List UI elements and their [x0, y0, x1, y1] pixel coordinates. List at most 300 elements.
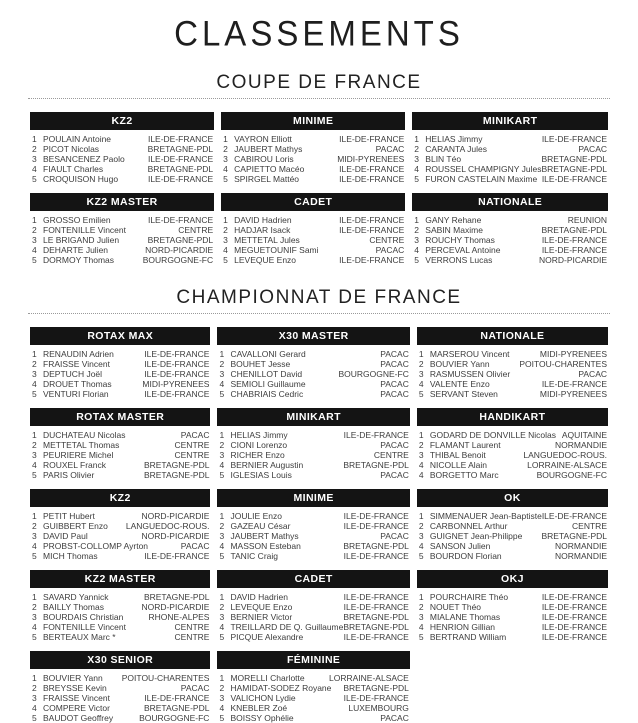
driver-name: BREYSSE Kevin [43, 683, 107, 693]
driver-name: THIBAL Benoit [429, 450, 486, 460]
driver-region: NORD-PICARDIE [145, 245, 214, 255]
rank-number: 5 [418, 632, 424, 642]
driver-name: DAVID Hadrien [234, 215, 292, 225]
table-row [217, 349, 409, 359]
rank-number: 2 [418, 359, 424, 369]
driver-region: AQUITAINE [561, 430, 607, 440]
dotted-divider [28, 313, 610, 314]
rank-number: 3 [219, 612, 225, 622]
category-header: OK [417, 489, 608, 507]
table-row [30, 450, 210, 460]
table-row [30, 592, 210, 602]
rank-number: 2 [414, 144, 420, 154]
driver-region: ILE-DE-FRANCE [343, 592, 409, 602]
table-row [30, 440, 210, 450]
driver-region: BOURGOGNE-FC [139, 713, 210, 723]
rank-number: 1 [223, 215, 228, 225]
driver-name: GUIBBERT Enzo [43, 521, 108, 531]
rank-number: 3 [32, 531, 37, 541]
driver-name: RENAUDIN Adrien [43, 349, 114, 359]
driver-region: ILE-DE-FRANCE [343, 430, 409, 440]
rank-number: 4 [414, 245, 420, 255]
table-row [217, 470, 409, 480]
rank-number: 1 [418, 430, 424, 440]
driver-region: CENTRE [174, 632, 210, 642]
table-row [217, 673, 409, 683]
rank-number: 3 [223, 235, 228, 245]
driver-region: POITOU-CHARENTES [519, 359, 607, 369]
ranking-table [221, 193, 405, 265]
driver-region: ILE-DE-FRANCE [144, 349, 210, 359]
driver-region: NORMANDIE [555, 541, 607, 551]
driver-region: BOURGOGNE-FC [142, 255, 214, 265]
category-header: KZ2 MASTER [30, 570, 210, 588]
table-row [30, 154, 214, 164]
driver-name: GODARD DE DONVILLE Nicolas [429, 430, 556, 440]
table-body [30, 511, 210, 561]
rank-number: 1 [32, 673, 37, 683]
driver-name: HELIAS Jimmy [230, 430, 288, 440]
rank-number: 2 [223, 144, 228, 154]
driver-name: VERRONS Lucas [425, 255, 493, 265]
table-row [217, 612, 409, 622]
table-row [30, 215, 214, 225]
table-row [417, 430, 608, 440]
driver-name: RICHER Enzo [230, 450, 285, 460]
section-coupe-de-france [0, 72, 638, 265]
table-row [30, 521, 210, 531]
driver-region: ILE-DE-FRANCE [339, 255, 405, 265]
rank-number: 3 [32, 369, 37, 379]
driver-region: ILE-DE-FRANCE [343, 521, 409, 531]
rank-number: 2 [32, 359, 37, 369]
table-row [417, 359, 608, 369]
table-row [221, 174, 405, 184]
ranking-table [217, 408, 409, 480]
driver-region: PACAC [578, 144, 607, 154]
rank-number: 5 [32, 389, 37, 399]
driver-name: SABIN Maxime [425, 225, 483, 235]
rank-number: 3 [32, 450, 37, 460]
category-header: MINIME [217, 489, 409, 507]
table-row [30, 622, 210, 632]
table-body [30, 430, 210, 480]
driver-name: ROUCHY Thomas [425, 235, 495, 245]
rank-number: 4 [32, 622, 37, 632]
rank-number: 1 [32, 134, 37, 144]
driver-region: PACAC [380, 713, 409, 723]
table-row [30, 612, 210, 622]
driver-region: ILE-DE-FRANCE [343, 602, 409, 612]
driver-region: BRETAGNE-PDL [147, 164, 214, 174]
table-body [221, 215, 405, 265]
driver-region: BRETAGNE-PDL [143, 592, 210, 602]
driver-name: DAVID Paul [43, 531, 88, 541]
rank-number: 5 [219, 389, 225, 399]
driver-region: CENTRE [369, 235, 405, 245]
driver-name: GANY Rehane [425, 215, 482, 225]
driver-name: FRAISSE Vincent [43, 693, 110, 703]
table-row [217, 602, 409, 612]
rank-number: 3 [32, 235, 37, 245]
rank-number: 3 [418, 612, 424, 622]
driver-name: RASMUSSEN Olivier [429, 369, 511, 379]
rank-number: 5 [32, 255, 37, 265]
driver-name: NICOLLE Alain [429, 460, 488, 470]
driver-region: PACAC [380, 440, 409, 450]
table-row [217, 703, 409, 713]
driver-name: DUCHATEAU Nicolas [43, 430, 126, 440]
table-row [30, 164, 214, 174]
driver-name: POURCHAIRE Théo [429, 592, 509, 602]
driver-name: FRAISSE Vincent [43, 359, 110, 369]
category-header: KZ2 [30, 489, 210, 507]
ranking-table [217, 570, 409, 642]
driver-name: METTETAL Thomas [43, 440, 120, 450]
driver-region: ILE-DE-FRANCE [144, 369, 210, 379]
driver-name: DEHARTE Julien [43, 245, 109, 255]
driver-name: PETIT Hubert [43, 511, 95, 521]
driver-region: ILE-DE-FRANCE [343, 632, 409, 642]
driver-region: ILE-DE-FRANCE [147, 134, 214, 144]
rank-number: 5 [219, 551, 225, 561]
driver-region: PACAC [380, 470, 409, 480]
driver-name: BOUHET Jesse [230, 359, 291, 369]
driver-region: ILE-DE-FRANCE [541, 174, 607, 184]
driver-region: NORD-PICARDIE [141, 602, 210, 612]
driver-name: POULAIN Antoine [43, 134, 112, 144]
category-header: X30 MASTER [217, 327, 409, 345]
driver-name: CARANTA Jules [425, 144, 488, 154]
table-row [417, 541, 608, 551]
rank-number: 3 [32, 612, 37, 622]
ranking-table [217, 651, 409, 723]
driver-region: ILE-DE-FRANCE [541, 632, 607, 642]
rank-number: 5 [418, 389, 424, 399]
rank-number: 5 [219, 632, 225, 642]
table-row [217, 430, 409, 440]
driver-name: MORELLI Charlotte [230, 673, 305, 683]
table-row [417, 521, 608, 531]
driver-name: BERTRAND William [429, 632, 507, 642]
driver-region: PACAC [380, 389, 409, 399]
section-title: CHAMPIONNAT DE FRANCE [176, 287, 462, 308]
driver-region: BOURGOGNE-FC [536, 470, 607, 480]
table-row [221, 225, 405, 235]
driver-name: MARSEROU Vincent [429, 349, 510, 359]
category-header: CADET [217, 570, 409, 588]
driver-name: SEMIOLI Guillaume [230, 379, 306, 389]
driver-name: GROSSO Emilien [43, 215, 111, 225]
table-row [417, 379, 608, 389]
table-row [417, 389, 608, 399]
rank-number: 2 [32, 440, 37, 450]
rank-number: 5 [32, 174, 37, 184]
table-row [417, 440, 608, 450]
driver-name: BERTEAUX Marc * [43, 632, 116, 642]
category-header: CADET [221, 193, 405, 211]
driver-name: HAMIDAT-SODEZ Royane [230, 683, 332, 693]
driver-name: SAVARD Yannick [43, 592, 109, 602]
ranking-table [30, 489, 210, 561]
table-row [417, 592, 608, 602]
driver-region: ILE-DE-FRANCE [147, 154, 214, 164]
driver-name: LEVEQUE Enzo [234, 255, 297, 265]
rank-number: 4 [219, 379, 225, 389]
rank-number: 4 [418, 379, 424, 389]
table-row [30, 602, 210, 612]
rank-number: 1 [32, 511, 37, 521]
rank-number: 4 [219, 622, 225, 632]
driver-region: CENTRE [373, 450, 409, 460]
rank-number: 4 [32, 703, 37, 713]
driver-region: BRETAGNE-PDL [541, 225, 607, 235]
driver-name: BOISSY Ophélie [230, 713, 294, 723]
ranking-table [30, 651, 210, 723]
driver-name: ROUXEL Franck [43, 460, 106, 470]
ranking-table [417, 327, 608, 399]
rank-number: 5 [223, 174, 228, 184]
table-row [30, 632, 210, 642]
driver-region: BRETAGNE-PDL [143, 470, 210, 480]
driver-region: PACAC [180, 683, 210, 693]
driver-region: ILE-DE-FRANCE [339, 174, 405, 184]
table-row [412, 144, 608, 154]
driver-region: LORRAINE-ALSACE [527, 460, 607, 470]
table-row [217, 379, 409, 389]
rank-number: 2 [418, 440, 424, 450]
driver-name: VENTURI Florian [43, 389, 109, 399]
driver-name: PARIS Olivier [43, 470, 95, 480]
category-header: HANDIKART [417, 408, 608, 426]
driver-region: ILE-DE-FRANCE [541, 134, 607, 144]
driver-name: DAVID Hadrien [230, 592, 288, 602]
table-row [217, 592, 409, 602]
rank-number: 4 [32, 245, 37, 255]
ranking-table [217, 489, 409, 561]
driver-region: PACAC [380, 349, 409, 359]
table-row [417, 602, 608, 612]
driver-name: GUIGNET Jean-Philippe [429, 531, 523, 541]
driver-region: ILE-DE-FRANCE [147, 215, 214, 225]
driver-region: BRETAGNE-PDL [343, 683, 409, 693]
category-header: NATIONALE [417, 327, 608, 345]
ranking-table [412, 112, 608, 184]
driver-region: PACAC [578, 369, 607, 379]
table-body [412, 215, 608, 265]
driver-name: BLIN Téo [425, 154, 462, 164]
table-row [30, 349, 210, 359]
rank-number: 3 [418, 369, 424, 379]
rank-number: 2 [219, 602, 225, 612]
table-row [217, 521, 409, 531]
driver-region: MIDI-PYRENEES [539, 349, 607, 359]
driver-name: JOULIE Enzo [230, 511, 282, 521]
ranking-table [30, 327, 210, 399]
driver-region: CENTRE [572, 521, 607, 531]
table-body [30, 673, 210, 723]
driver-region: PACAC [380, 531, 409, 541]
table-row [217, 551, 409, 561]
driver-region: PACAC [380, 359, 409, 369]
driver-region: BOURGOGNE-FC [338, 369, 409, 379]
driver-name: PEURIERE Michel [43, 450, 114, 460]
rank-number: 1 [414, 134, 420, 144]
rank-number: 4 [414, 164, 420, 174]
rank-number: 3 [219, 369, 225, 379]
driver-name: PICOT Nicolas [43, 144, 100, 154]
table-body [30, 215, 214, 265]
driver-region: PACAC [180, 430, 210, 440]
rank-number: 3 [32, 693, 37, 703]
driver-name: BOUVIER Yann [43, 673, 103, 683]
category-header: OKJ [417, 570, 608, 588]
driver-name: CABIROU Loris [234, 154, 294, 164]
table-row [221, 215, 405, 225]
table-row [417, 551, 608, 561]
rank-number: 1 [219, 349, 225, 359]
driver-name: BAUDOT Geoffrey [43, 713, 114, 723]
rank-number: 5 [32, 713, 37, 723]
table-row [417, 612, 608, 622]
table-body [30, 134, 214, 184]
table-row [217, 369, 409, 379]
driver-name: HADJAR Isack [234, 225, 291, 235]
table-row [221, 144, 405, 154]
driver-name: VALENTE Enzo [429, 379, 490, 389]
ranking-table [30, 408, 210, 480]
driver-region: BRETAGNE-PDL [147, 144, 214, 154]
category-header: KZ2 [30, 112, 214, 130]
driver-region: POITOU-CHARENTES [121, 673, 210, 683]
driver-name: SANSON Julien [429, 541, 491, 551]
rank-number: 3 [418, 450, 424, 460]
driver-name: MIALANE Thomas [429, 612, 501, 622]
driver-name: CIONI Lorenzo [230, 440, 288, 450]
rank-number: 3 [414, 154, 420, 164]
driver-name: JAUBERT Mathys [230, 531, 299, 541]
ranking-table [221, 112, 405, 184]
driver-region: ILE-DE-FRANCE [541, 245, 607, 255]
driver-name: ROUSSEL CHAMPIGNY Jules [425, 164, 542, 174]
driver-region: CENTRE [174, 440, 210, 450]
driver-region: BRETAGNE-PDL [541, 154, 607, 164]
ranking-table [417, 489, 608, 561]
rank-number: 2 [418, 602, 424, 612]
rank-number: 5 [414, 255, 420, 265]
driver-name: SPIRGEL Mattéo [234, 174, 300, 184]
category-header: NATIONALE [412, 193, 608, 211]
ranking-table [30, 570, 210, 642]
ranking-table [417, 408, 608, 480]
rank-number: 1 [418, 511, 424, 521]
driver-region: ILE-DE-FRANCE [144, 359, 210, 369]
driver-region: ILE-DE-FRANCE [339, 134, 405, 144]
driver-name: FIAULT Charles [43, 164, 104, 174]
table-row [217, 359, 409, 369]
driver-region: LUXEMBOURG [348, 703, 409, 713]
driver-region: PACAC [375, 245, 405, 255]
rank-number: 4 [219, 460, 225, 470]
rank-number: 2 [223, 225, 228, 235]
driver-name: BAILLY Thomas [43, 602, 104, 612]
driver-region: BRETAGNE-PDL [143, 703, 210, 713]
rank-number: 4 [219, 703, 225, 713]
table-row [221, 255, 405, 265]
driver-region: NORD-PICARDIE [141, 511, 210, 521]
driver-region: LANGUEDOC-ROUS. [523, 450, 607, 460]
table-body [217, 349, 409, 399]
table-row [217, 389, 409, 399]
driver-region: ILE-DE-FRANCE [144, 389, 210, 399]
table-row [417, 632, 608, 642]
driver-name: BERNIER Augustin [230, 460, 304, 470]
ranking-table [30, 112, 214, 184]
driver-region: NORMANDIE [555, 440, 607, 450]
table-row [30, 134, 214, 144]
driver-region: ILE-DE-FRANCE [343, 693, 409, 703]
table-row [30, 470, 210, 480]
driver-region: NORD-PICARDIE [141, 531, 210, 541]
table-row [221, 154, 405, 164]
driver-name: SERVANT Steven [429, 389, 498, 399]
driver-name: CAPIETTO Macéo [234, 164, 305, 174]
category-header: KZ2 MASTER [30, 193, 214, 211]
driver-name: LEVEQUE Enzo [230, 602, 293, 612]
category-header: FÉMININE [217, 651, 409, 669]
driver-name: DEPTUCH Joël [43, 369, 103, 379]
table-row [30, 703, 210, 713]
driver-region: ILE-DE-FRANCE [343, 511, 409, 521]
table-row [412, 164, 608, 174]
driver-name: PROBST-COLLOMP Ayrton [43, 541, 149, 551]
rank-number: 5 [414, 174, 420, 184]
table-row [30, 389, 210, 399]
rank-number: 3 [219, 531, 225, 541]
table-row [217, 693, 409, 703]
rank-number: 2 [32, 521, 37, 531]
table-row [217, 531, 409, 541]
rank-number: 3 [418, 531, 424, 541]
table-row [221, 164, 405, 174]
ranking-table [217, 327, 409, 399]
rank-number: 4 [32, 379, 37, 389]
rank-number: 2 [219, 683, 225, 693]
category-header: ROTAX MAX [30, 327, 210, 345]
driver-name: JAUBERT Mathys [234, 144, 303, 154]
rank-number: 1 [32, 215, 37, 225]
category-header: MINIKART [217, 408, 409, 426]
driver-name: HELIAS Jimmy [425, 134, 483, 144]
driver-name: COMPERE Victor [43, 703, 110, 713]
table-row [30, 511, 210, 521]
driver-name: VAYRON Elliott [234, 134, 292, 144]
rank-number: 4 [418, 541, 424, 551]
driver-name: FONTENILLE Vincent [43, 225, 126, 235]
driver-name: CROQUISON Hugo [43, 174, 119, 184]
driver-name: CARBONNEL Arthur [429, 521, 508, 531]
driver-region: BRETAGNE-PDL [541, 164, 607, 174]
driver-region: ILE-DE-FRANCE [339, 215, 405, 225]
rank-number: 5 [219, 713, 225, 723]
driver-name: CAVALLONI Gerard [230, 349, 306, 359]
table-row [417, 450, 608, 460]
driver-region: BRETAGNE-PDL [541, 531, 607, 541]
rank-number: 5 [219, 470, 225, 480]
category-header: MINIKART [412, 112, 608, 130]
table-row [30, 235, 214, 245]
table-row [217, 713, 409, 723]
